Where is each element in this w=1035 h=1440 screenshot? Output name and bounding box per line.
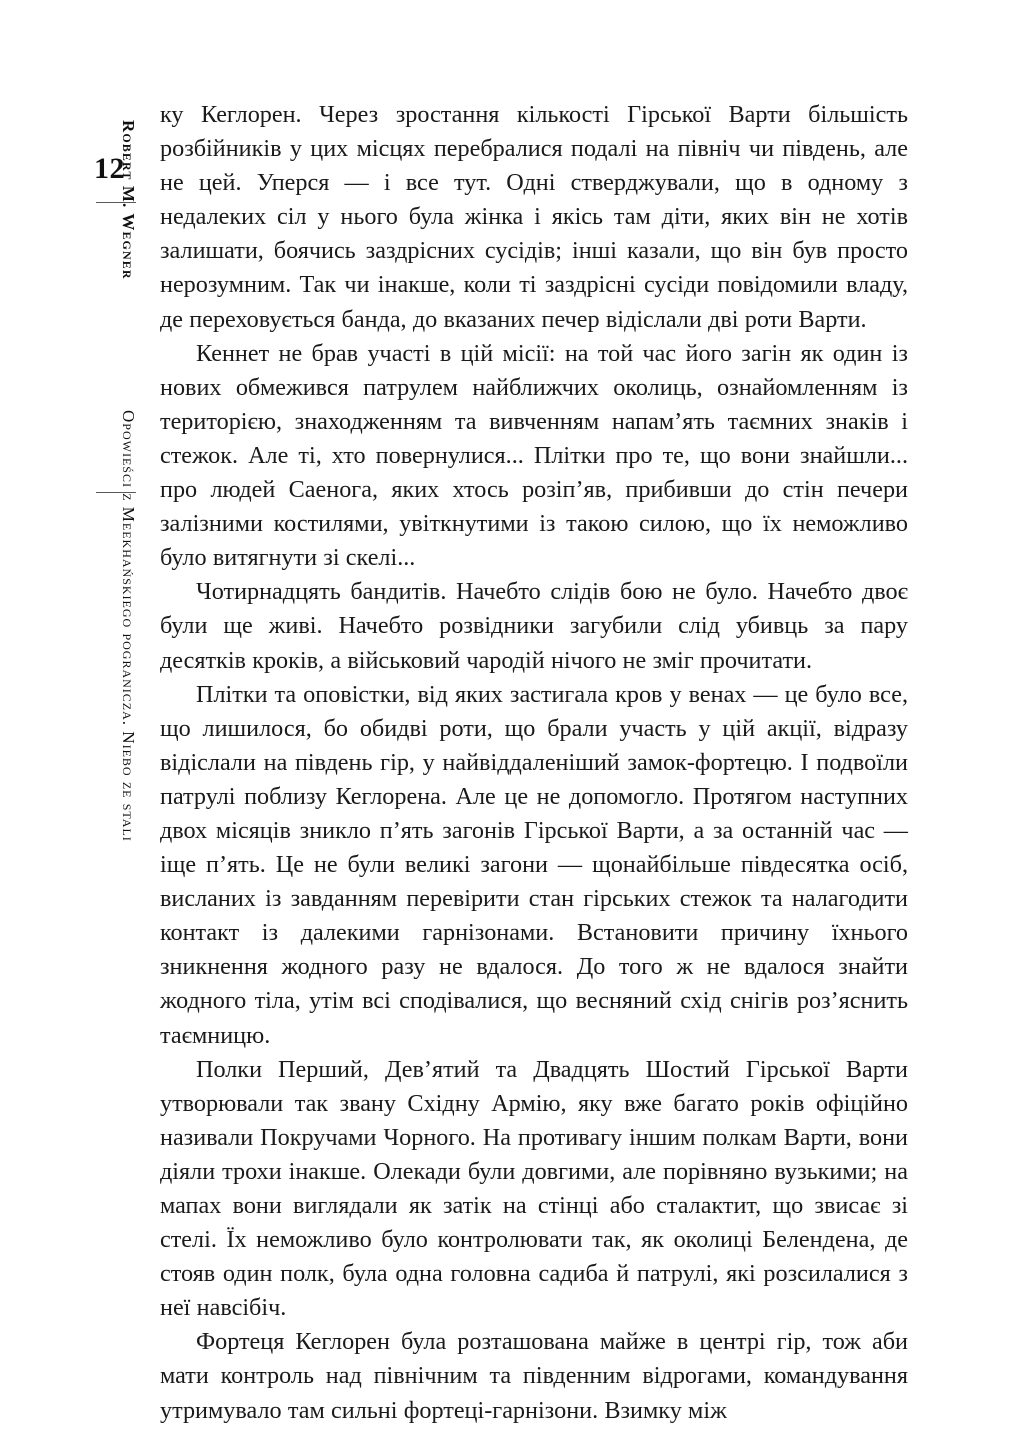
paragraph: Кеннет не брав участі в цій місії: на той час його загін як один із нових обмежився патрулем найближчих околиць, ознайомленням із територією, знаходженням та вивченням напам’ять таємних знаків і стежок. Але ті, хто повернулися... Плітки про те, що вони знайшли... про людей Саенога, яких хтось розіп’яв, прибивши до стін печери залізними костилями, увіткнутими із такою силою, що їх неможливо було витягнути зі скелі... bbox=[160, 339, 908, 572]
paragraph: Полки Перший, Дев’ятий та Двадцять Шостий Гірської Варти утворювали так звану Східну Армію, яку вже багато років офіційно називали Покручами Чорного. На противагу іншим полкам Варти, вони діяли трохи інакше. Олекади були довгими, але порівняно вузькими; на мапах вони виглядали як затік на стінці або сталактит, що звисає зі стелі. Їх неможливо було контролювати так, як околиці Белендена, де стояв один полк, була одна головна садиба й патрулі, які розсилалися з неї навсібіч. bbox=[160, 1055, 908, 1322]
body-text-column bbox=[160, 98, 908, 1428]
folio-block bbox=[0, 120, 150, 960]
paragraph: ку Кеглорен. Через зростання кількості Гірської Варти більшість розбійників у цих місцях перебралися подалі на північ чи південь, але не цей. Уперся — і все тут. Одні стверджували, що в одному з недалеких сіл у нього була жінка і якісь там діти, яких він не хотів залишати, боячись заздрісних сусідів; інші казали, що він був просто нерозумним. Так чи інакше, коли ті заздрісні сусіди повідомили владу, де переховується банда, до вказаних печер відіслали дві роти Варти. bbox=[160, 101, 908, 333]
page-number: 12 bbox=[94, 152, 125, 185]
running-head-title: Opowieści z Meekhańskiego pogranicza. Niebo ze stali bbox=[119, 410, 138, 842]
running-head-author: Robert M. Wegner bbox=[119, 120, 138, 280]
paragraph: Фортеця Кеглорен була розташована майже в центрі гір, тож аби мати контроль над північним та південним відрогами, командування утримувало там сильні фортеці-гарнізони. Взимку між bbox=[160, 1328, 908, 1424]
paragraph: Чотирнадцять бандитів. Начебто слідів бою не було. Начебто двоє були ще живі. Начебто розвідники загубили слід убивць за пару десятків кроків, а військовий чародій нічого не зміг прочитати. bbox=[160, 578, 908, 674]
paragraph: Плітки та оповістки, від яких застигала кров у венах — це було все, що лишилося, бо обидві роти, що брали участь у цій акції, відразу відіслали на південь гір, у найвіддаленіший замок-фортецю. І подвоїли патрулі поблизу Кеглорена. Але це не допомогло. Протягом наступних двох місяців зникло п’ять загонів Гірської Варти, а за останній час — іще п’ять. Це не були великі загони — щонайбільше півдесятка осіб, висланих із завданням перевірити стан гірських стежок та налагодити контакт із далекими гарнізонами. Встановити причину їхнього зникнення жодного разу не вдалося. До того ж не вдалося знайти жодного тіла, утім всі сподівалися, що весняний схід снігів роз’яснить таємницю. bbox=[160, 680, 908, 1049]
